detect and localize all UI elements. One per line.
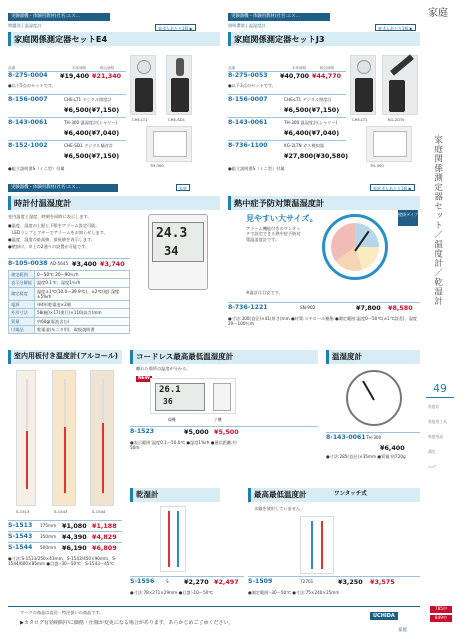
sku: 8-736-1221 [228, 304, 268, 311]
detector-body [389, 80, 405, 112]
spec-key: 電源 [9, 301, 35, 309]
spec-key: 測定範囲 [9, 271, 35, 279]
set-footer: ●組立説明書S（ミニ型）付属 [8, 166, 65, 171]
set-note: ●以下5点のセットです。 [8, 83, 56, 88]
footer-page-label: 家庭 [398, 628, 407, 633]
size: 500mm [40, 545, 57, 550]
liquid [64, 427, 66, 493]
price: ¥6,400(¥7,040) [284, 129, 340, 137]
price: ¥6,500(¥7,150) [64, 152, 120, 160]
meter-body [135, 78, 153, 112]
product-title: 乾湿計 [130, 488, 220, 502]
col-header: 品番 [8, 66, 16, 70]
product-bullet: ●壁掛け、卓上の2通りの設置が可能です。 [8, 244, 90, 249]
divider [228, 117, 346, 118]
index-item[interactable]: 家庭用品 [428, 434, 444, 439]
price: ¥1,080 [62, 522, 87, 530]
product-subtitle: ワンタッチ式 [334, 491, 367, 497]
sku: 8-152-1002 [8, 142, 48, 149]
set-note: ●以下3点のセットです。 [228, 83, 276, 88]
spec-row [9, 325, 130, 333]
sku: 8-105-0038 [8, 260, 48, 267]
spec-text: ●寸法:S-1513/250×43mm、S-1543/450×90mm、S-1544/600×85mm ●目盛:-30〜50℃、S-1543〜45℃ [8, 556, 117, 567]
spec-key: 外形寸法 [9, 309, 35, 317]
sku: 8-143-0061 [228, 119, 268, 126]
item-desc: CHE-LT1 デジタル照度計 [284, 97, 332, 102]
lcd-temp: 24.3 [156, 226, 188, 241]
section-subtag: 問題別 | 温湿度計 [8, 23, 42, 28]
product-title: コードレス最高最低温湿度計 [130, 350, 318, 364]
spec-row [9, 271, 130, 279]
brand-logo: UCHIDA [370, 612, 398, 620]
price: ¥19,400 [60, 72, 90, 80]
price: ¥7,800 [356, 304, 381, 312]
sku: S-1509 [248, 578, 273, 585]
spec-value: 温度±1℃(10.0〜39.9℃)、±2℃(他) 湿度±5%rh [34, 287, 129, 301]
divider [248, 576, 420, 577]
hygrometer-face [373, 131, 407, 157]
sidebar [422, 0, 457, 639]
product-image [346, 370, 402, 426]
item-desc: TH-300 温湿度計(シャリー) [284, 120, 338, 125]
product-image [150, 378, 236, 414]
price-tax: ¥6,809 [92, 544, 117, 552]
meter-body [355, 78, 373, 112]
tube [168, 511, 170, 567]
spec-row [9, 317, 130, 325]
product-title: 熱中症予防対策温湿度計 [228, 196, 420, 210]
divider [8, 258, 130, 259]
page-number: 49 [426, 382, 454, 398]
product-bullet: LEDランプとブザーでアラームをお知らせします。 [12, 230, 108, 235]
spec-key: 表示分解能 [9, 279, 35, 287]
divider [228, 302, 420, 303]
product-bullet: ●温度、湿度の最高値、最低値を表示します。 [8, 237, 96, 242]
image-caption: CHE-LT1 [132, 117, 148, 122]
image-caption: TH-300 [370, 163, 384, 168]
section-subtag: 照明環境 | 温湿度計 [228, 23, 266, 28]
product-image [300, 516, 334, 574]
sku: 8-156-0007 [228, 96, 268, 103]
product-image [382, 55, 418, 115]
spec-text: ●表示範囲:温度0.1〜50.0℃ ●湿度1%rh ●通信距離:約50m [130, 440, 237, 451]
divider [8, 520, 122, 521]
price-tax: ¥3,575 [370, 578, 395, 586]
spec-value: 0〜50℃ 20〜90％rh [34, 271, 129, 279]
price: ¥27,800(¥30,580) [284, 152, 349, 160]
price: ¥4,390 [62, 533, 87, 541]
spec-value: 58(幅)×17(奥行)×110(高さ)mm [34, 309, 129, 317]
hygrometer-face [153, 131, 187, 157]
probe [390, 54, 414, 75]
image-caption: S-1544 [92, 509, 106, 514]
sku: 8-1523 [130, 428, 155, 435]
image-caption: S-1513 [16, 509, 30, 514]
sku: 8-275-0004 [8, 72, 48, 79]
price: ¥6,400(¥7,040) [64, 129, 120, 137]
sku: 8-143-0061 [8, 119, 48, 126]
sku: 8-143-0061 [326, 434, 366, 441]
spec-row [9, 279, 130, 287]
product-image [160, 506, 186, 572]
lcd-humidity: 36 [163, 397, 173, 406]
section-tag: 実験器機・体験用教材(社名:エス… [228, 13, 330, 21]
model: AD-5645 [50, 261, 69, 266]
col-header: 本体価格 [292, 66, 307, 70]
price: ¥6,190 [62, 544, 87, 552]
footer-legend: ▶カタログ有効期間中に価格・仕様が変更になる場合があります。あらかじめご了承ください。 [20, 620, 234, 626]
category-label: 家庭 [428, 8, 448, 19]
usage-badge: 家庭 [176, 184, 190, 191]
image-caption: CHE-LT1 [352, 117, 368, 122]
divider [228, 94, 346, 95]
tube [177, 511, 179, 567]
spec-key: 質量 [9, 317, 35, 325]
caption: ※温計は目安です。 [246, 290, 283, 295]
product-desc: 室内温度と湿度、時刻を同時に表示します。 [8, 214, 92, 219]
spec-value: 約60g(電池含む) [34, 317, 129, 325]
sensor-dome [137, 60, 151, 74]
spec-text: ●寸法:78×271×29mm ●目盛:-10〜50℃ [130, 590, 214, 595]
price-tax: ¥44,770 [312, 72, 342, 80]
thermometer-image [90, 370, 114, 506]
spec-text: ●寸法:300(直径)×41(厚さ)mm ●材質:スチロール樹脂 ●測定範囲:温度0〜50℃(±1℃誤差)、湿度20〜100％rh [228, 316, 418, 327]
price: ¥5,000 [184, 428, 209, 436]
side-tag: 壁掛タイプ [398, 210, 418, 226]
usage-badge: 家庭 4人あたり1個 ▶ [370, 184, 415, 191]
thermometer-image [52, 370, 76, 506]
product-title: 家庭関係測定器セットE4 [8, 32, 220, 46]
col-header: 品番 [228, 66, 236, 70]
sku: 8-736-1100 [228, 142, 268, 149]
liquid [26, 431, 28, 489]
col-header: 税込価格 [320, 66, 335, 70]
remote-sensor [213, 383, 231, 411]
sku: S-1543 [8, 533, 33, 540]
divider [326, 432, 420, 433]
spec-table [8, 270, 130, 334]
product-image [146, 126, 192, 162]
dial-needle [362, 380, 375, 400]
image-caption: S-1543 [54, 509, 68, 514]
product-desc: 離れた場所の温度が分かる。 [136, 366, 191, 371]
col-header: 本体価格 [72, 66, 87, 70]
model: 72701 [300, 579, 314, 584]
sku: S-1513 [8, 522, 33, 529]
divider [130, 576, 244, 577]
spec-value: 温度0.1℃、湿度1％rh [34, 279, 129, 287]
size: 350mm [40, 534, 57, 539]
spec-value: 乾電池(モニタ用)、取扱説明書 [34, 325, 129, 333]
sku: S-1544 [8, 544, 33, 551]
price-tax: ¥4,829 [92, 533, 117, 541]
product-image [366, 126, 412, 162]
product-image [134, 210, 220, 296]
price: ¥6,500(¥7,150) [64, 106, 120, 114]
index-item[interactable]: 測定 [428, 449, 436, 454]
product-title: 温湿度計 [326, 350, 420, 364]
size: 175mm [40, 523, 57, 528]
divider [8, 140, 126, 141]
usage-badge: 東 4人あたり1個 ▶ [155, 24, 196, 31]
spec-row [9, 309, 130, 317]
thermometer-image [16, 370, 36, 506]
spec-key: 測定精度 [9, 287, 35, 301]
item-desc: TH-300 温湿度計(シャリー) [64, 120, 118, 125]
lcd-temp: 26.1 [159, 385, 181, 395]
product-bullet: ●温度、湿度の上限と下限をアラーム設定可能。 [8, 223, 100, 228]
product-image [350, 55, 376, 115]
tube [311, 521, 313, 569]
price-tax: ¥5,500 [214, 428, 239, 436]
product-title: 室内用板付き温度計(アルコール) [8, 350, 122, 364]
price: ¥3,250 [338, 578, 363, 586]
meter-body [171, 78, 189, 112]
spec-text: ●寸法:285(直径)×35mm ●質量:約720g [326, 454, 406, 459]
spec-row [9, 287, 130, 301]
page-ref: 785中 [430, 606, 452, 613]
index-item[interactable]: ｼｮｯﾌﾟ [428, 464, 438, 469]
price: ¥6,400 [380, 444, 405, 452]
spec-row [9, 301, 130, 309]
item-desc: CHE-LT1 デジタル照度計 [64, 97, 112, 102]
divider [228, 140, 346, 141]
spec-key: 付属品 [9, 325, 35, 333]
price: ¥6,500(¥7,150) [284, 106, 340, 114]
index-item[interactable]: 家庭用工具 [428, 419, 447, 424]
image-caption: 親機 [168, 417, 176, 422]
sku: 8-156-0007 [8, 96, 48, 103]
lcd-humidity: 34 [164, 244, 179, 258]
image-caption: CHE-SD1 [168, 117, 186, 122]
divider [8, 117, 126, 118]
divider [8, 542, 122, 543]
price: ¥40,700 [280, 72, 310, 80]
price-tax: ¥21,340 [92, 72, 122, 80]
divider [8, 94, 126, 95]
product-image [322, 214, 388, 280]
footer-note: マークの商品は直送・特注扱いの商品です。 [20, 610, 104, 615]
price: ¥3,400 [72, 260, 97, 268]
product-title: 時計付温湿度計 [8, 196, 220, 210]
price-tax: ¥8,580 [388, 304, 413, 312]
item-desc: KG-2LTN ガス検知器 [284, 143, 324, 148]
product-title: 家庭関係測定器セットJ3 [228, 32, 420, 46]
model: SN-902 [300, 305, 316, 310]
product-desc: 水銀を使用していません。 [254, 506, 305, 511]
mic-head [176, 58, 184, 76]
sensor-dome [357, 60, 371, 74]
spec-value: 単4形乾電池×2個 [34, 301, 129, 309]
price-tax: ¥2,497 [214, 578, 239, 586]
model: S [166, 579, 169, 584]
footer-divider [8, 606, 420, 607]
page-ref: 849中 [430, 615, 452, 622]
usage-badge: 東 4人あたり1個 ▶ [375, 24, 416, 31]
index-item[interactable]: 家庭店 [428, 404, 440, 409]
item-desc: CHE-SD1 デジタル騒音計 [64, 143, 114, 148]
price-tax: ¥1,188 [92, 522, 117, 530]
vertical-title: 家庭関係測定器セット／温度計／乾湿計 [432, 135, 443, 306]
section-tag: 実験器機・体験用教材(社名:エス… [8, 13, 110, 21]
product-desc: アラーム機能付きのワンタッチで設定できる熱中症予防対策温湿度計です。 [246, 226, 301, 242]
image-caption: TH-300 [150, 163, 164, 168]
liquid [102, 423, 104, 493]
image-caption: KG-2LTN [388, 117, 404, 122]
section-tag: 実験器機・体験用教材(社名:エス… [8, 184, 118, 192]
tube [321, 521, 323, 569]
divider [130, 426, 318, 427]
headline: 見やすい大サイズ。 [246, 214, 318, 223]
image-caption: 子機 [214, 417, 222, 422]
spec-text: ●測定範囲:-30〜50℃ ●寸法:75×240×25mm [248, 590, 340, 595]
set-footer: ●組立説明書S（ミニ型）付属 [228, 166, 285, 171]
sku: 8-275-0053 [228, 72, 268, 79]
product-image [130, 55, 156, 115]
price-tax: ¥3,740 [100, 260, 125, 268]
divider [8, 531, 122, 532]
product-image [166, 55, 192, 115]
product-title: 最高最低温度計 [248, 488, 420, 502]
sku: S-1556 [130, 578, 155, 585]
new-badge: NEW [138, 376, 150, 381]
model: TH-300 [366, 435, 382, 440]
price: ¥2,270 [184, 578, 209, 586]
col-header: 税込価格 [100, 66, 115, 70]
